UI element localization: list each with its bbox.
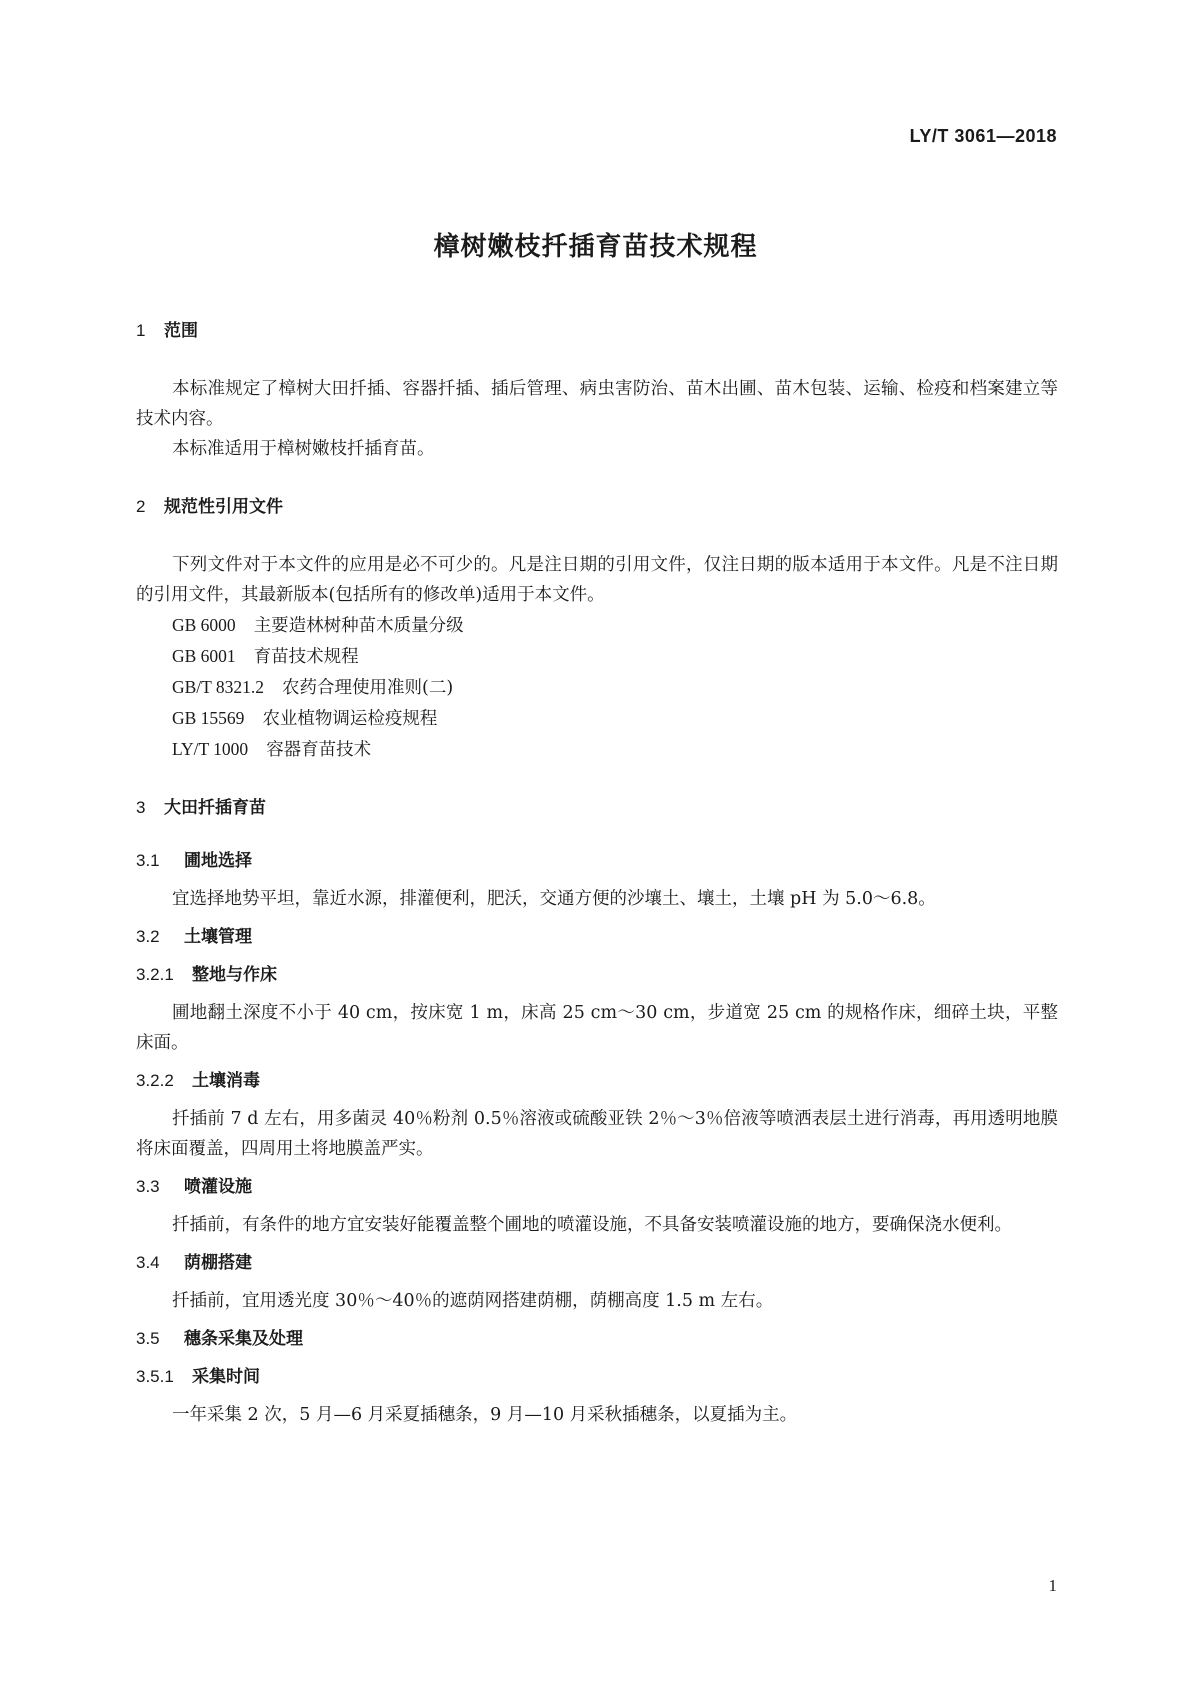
section-title: 穗条采集及处理 xyxy=(184,1329,303,1349)
section-number: 3.4 xyxy=(136,1253,160,1272)
section-title: 范围 xyxy=(164,321,198,341)
standard-code: LY/T 3061—2018 xyxy=(909,126,1057,146)
section-number: 3.2.2 xyxy=(136,1071,174,1090)
section-number: 3.5 xyxy=(136,1329,160,1348)
section-title: 大田扦插育苗 xyxy=(164,798,266,818)
paragraph: 扦插前 7 d 左右，用多菌灵 40％粉剂 0.5％溶液或硫酸亚铁 2％～3％倍液等喷洒表层土进行消毒，再用透明地膜将床面覆盖，四周用土将地膜盖严实。 xyxy=(136,1109,1058,1159)
paragraph: 本标准适用于樟树嫩枝扦插育苗。 xyxy=(172,439,435,459)
section-heading-3 xyxy=(136,793,1058,823)
subsection-heading-3-2-2 xyxy=(136,1066,1058,1096)
section-number: 3.2 xyxy=(136,927,160,946)
document-title: 樟树嫩枝扦插育苗技术规程 xyxy=(433,232,758,262)
reference-name: 农药合理使用准则(二) xyxy=(282,678,454,698)
reference-item xyxy=(136,703,1058,734)
section-number: 2 xyxy=(136,497,146,516)
document-body xyxy=(136,316,1058,1430)
paragraph: 宜选择地势平坦，靠近水源，排灌便利，肥沃，交通方便的沙壤土、壤土，土壤 pH 为 5.0～6.8。 xyxy=(172,889,936,909)
section-heading-1 xyxy=(136,316,1058,346)
section-title: 采集时间 xyxy=(192,1367,260,1387)
section-number: 3.2.1 xyxy=(136,965,174,984)
reference-code: GB 6000 xyxy=(172,615,236,635)
reference-item xyxy=(136,610,1058,641)
section-number: 1 xyxy=(136,321,146,340)
reference-name: 容器育苗技术 xyxy=(266,740,372,760)
section-title: 土壤管理 xyxy=(184,927,252,947)
section-title: 规范性引用文件 xyxy=(164,497,283,517)
subsection-heading-3-3 xyxy=(136,1172,1058,1202)
reference-item xyxy=(136,672,1058,703)
paragraph: 下列文件对于本文件的应用是必不可少的。凡是注日期的引用文件，仅注日期的版本适用于本文件。凡是不注日期的引用文件，其最新版本(包括所有的修改单)适用于本文件。 xyxy=(136,555,1058,605)
paragraph: 扦插前，有条件的地方宜安装好能覆盖整个圃地的喷灌设施，不具备安装喷灌设施的地方，要确保浇水便利。 xyxy=(172,1215,1012,1235)
reference-item xyxy=(136,734,1058,765)
section-number: 3 xyxy=(136,798,146,817)
section-number: 3.1 xyxy=(136,851,160,870)
subsection-heading-3-2-1 xyxy=(136,960,1058,990)
paragraph: 扦插前，宜用透光度 30％～40％的遮荫网搭建荫棚，荫棚高度 1.5 m 左右。 xyxy=(172,1291,774,1311)
paragraph: 一年采集 2 次，5 月—6 月采夏插穗条，9 月—10 月采秋插穗条，以夏插为主。 xyxy=(172,1405,798,1425)
section-title: 喷灌设施 xyxy=(184,1177,252,1197)
reference-item xyxy=(136,641,1058,672)
subsection-heading-3-1 xyxy=(136,846,1058,876)
subsection-heading-3-5-1 xyxy=(136,1362,1058,1392)
paragraph: 圃地翻土深度不小于 40 cm，按床宽 1 m，床高 25 cm～30 cm，步道宽 25 cm 的规格作床，细碎土块，平整床面。 xyxy=(136,1003,1058,1053)
reference-name: 农业植物调运检疫规程 xyxy=(262,709,438,729)
reference-code: GB 6001 xyxy=(172,646,236,666)
section-title: 荫棚搭建 xyxy=(184,1253,252,1273)
reference-code: LY/T 1000 xyxy=(172,739,249,759)
reference-name: 育苗技术规程 xyxy=(253,647,359,667)
reference-code: GB 15569 xyxy=(172,708,245,728)
page-number: 1 xyxy=(1048,1576,1057,1595)
paragraph: 本标准规定了樟树大田扦插、容器扦插、插后管理、病虫害防治、苗木出圃、苗木包装、运输、检疫和档案建立等技术内容。 xyxy=(136,379,1058,429)
section-title: 整地与作床 xyxy=(192,965,277,985)
section-heading-2 xyxy=(136,492,1058,522)
section-title: 圃地选择 xyxy=(184,851,252,871)
subsection-heading-3-5 xyxy=(136,1324,1058,1354)
section-number: 3.5.1 xyxy=(136,1367,174,1386)
section-title: 土壤消毒 xyxy=(192,1071,260,1091)
subsection-heading-3-4 xyxy=(136,1248,1058,1278)
reference-name: 主要造林树种苗木质量分级 xyxy=(253,616,464,636)
subsection-heading-3-2 xyxy=(136,922,1058,952)
section-number: 3.3 xyxy=(136,1177,160,1196)
reference-code: GB/T 8321.2 xyxy=(172,677,265,697)
